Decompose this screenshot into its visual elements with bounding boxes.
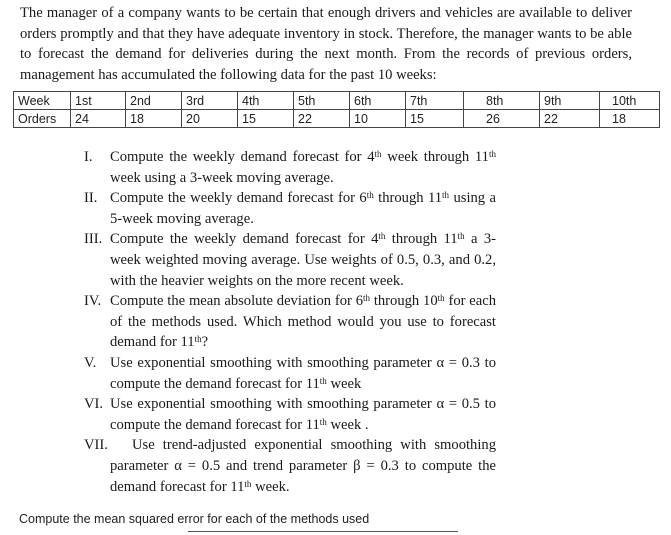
week-cell: 6th	[350, 92, 406, 110]
orders-cell: 26	[464, 110, 540, 128]
question-text: Compute the mean absolute deviation for 6	[110, 293, 364, 310]
question-text: using a 5-week moving average.	[110, 190, 496, 227]
question-text: Use exponential smoothing with smoothing parameter α = 0.5 to compute the demand forecast for 11	[110, 396, 496, 433]
question-number: II.	[84, 190, 98, 207]
ordinal-suffix: th	[488, 149, 496, 159]
week-cell: 5th	[294, 92, 350, 110]
question-text-block	[110, 435, 496, 497]
question-number: VI.	[84, 396, 104, 413]
table-row-orders	[14, 110, 660, 128]
question-item	[84, 291, 496, 353]
question-text: for each of the methods used. Which method would you use to forecast demand for 11	[110, 293, 497, 351]
ordinal-suffix: th	[366, 190, 374, 201]
question-text: through 10	[370, 293, 438, 310]
question-number: V.	[84, 354, 97, 371]
question-text: through 11	[373, 190, 443, 207]
week-cell: 7th	[406, 92, 464, 110]
question-text: Use exponential smoothing with smoothing parameter α = 0.3 to compute the demand forecast for 11	[110, 354, 496, 392]
row-label-week: Week	[14, 92, 71, 110]
orders-cell: 15	[238, 110, 294, 128]
question-item	[84, 147, 496, 188]
orders-cell: 18	[126, 110, 182, 128]
week-cell: 9th	[540, 92, 600, 110]
ordinal-suffix: th	[442, 190, 450, 201]
ordinal-suffix: th	[437, 293, 445, 304]
week-cell: 8th	[464, 92, 540, 110]
footer-instruction: Compute the mean squared error for each of the methods used	[19, 512, 370, 526]
ordinal-suffix: th	[319, 375, 327, 386]
question-text: week	[326, 375, 362, 392]
question-item	[84, 188, 496, 229]
week-cell: 4th	[238, 92, 294, 110]
orders-cell: 24	[71, 110, 126, 128]
ordinal-suffix: th	[244, 478, 252, 489]
problem-intro: The manager of a company wants to be certain that enough drivers and vehicles are available to deliver orders promptly and that they have adequate inventory in stock. Therefore, the manager wants to be able to forecast the demand for deliveries during the next month. From the records of previous orders, management has accumulated the following data for the past 10 weeks:	[20, 5, 632, 83]
table-row-week	[14, 92, 660, 110]
question-text: week.	[251, 478, 290, 495]
question-list	[84, 147, 496, 497]
week-cell: 1st	[71, 92, 126, 110]
question-number: I.	[84, 149, 93, 165]
orders-cell: 10	[350, 110, 406, 128]
question-text: through 11	[385, 231, 458, 248]
question-text: Compute the weekly demand forecast for 4	[110, 231, 379, 248]
ordinal-suffix: th	[374, 149, 382, 159]
question-text: ?	[201, 334, 209, 351]
orders-cell: 22	[540, 110, 600, 128]
week-cell: 3rd	[182, 92, 238, 110]
question-text: Use trend-adjusted exponential smoothing with smoothing parameter α = 0.5 and trend parameter β = 0.3 to compute the demand forecast for 11	[110, 437, 496, 495]
orders-cell: 18	[600, 110, 660, 128]
question-text: week .	[326, 416, 369, 433]
footer-divider	[188, 531, 458, 532]
question-text: week using a 3-week moving average.	[110, 169, 334, 186]
question-item	[84, 353, 496, 394]
question-item	[84, 435, 496, 497]
question-text: Compute the weekly demand forecast for 4	[110, 149, 375, 165]
question-number: IV.	[84, 293, 102, 310]
week-cell: 2nd	[126, 92, 182, 110]
ordinal-suffix: th	[457, 231, 465, 242]
question-text: a 3-week weighted moving average. Use weights of 0.5, 0.3, and 0.2, with the heavier weights on the more recent week.	[110, 231, 496, 289]
question-number: VII.	[84, 437, 108, 454]
question-item	[84, 229, 496, 291]
ordinal-suffix: th	[363, 293, 371, 304]
row-label-orders: Orders	[14, 110, 71, 128]
weekly-orders-table	[13, 91, 660, 128]
week-cell: 10th	[600, 92, 660, 110]
ordinal-suffix: th	[378, 231, 386, 242]
question-text: week through 11	[381, 149, 489, 165]
question-item	[84, 394, 496, 435]
ordinal-suffix: th	[319, 416, 327, 427]
ordinal-suffix: th	[194, 334, 202, 345]
question-number: III.	[84, 231, 103, 248]
orders-cell: 15	[406, 110, 464, 128]
orders-cell: 20	[182, 110, 238, 128]
orders-cell: 22	[294, 110, 350, 128]
question-text: Compute the weekly demand forecast for 6	[110, 190, 367, 207]
